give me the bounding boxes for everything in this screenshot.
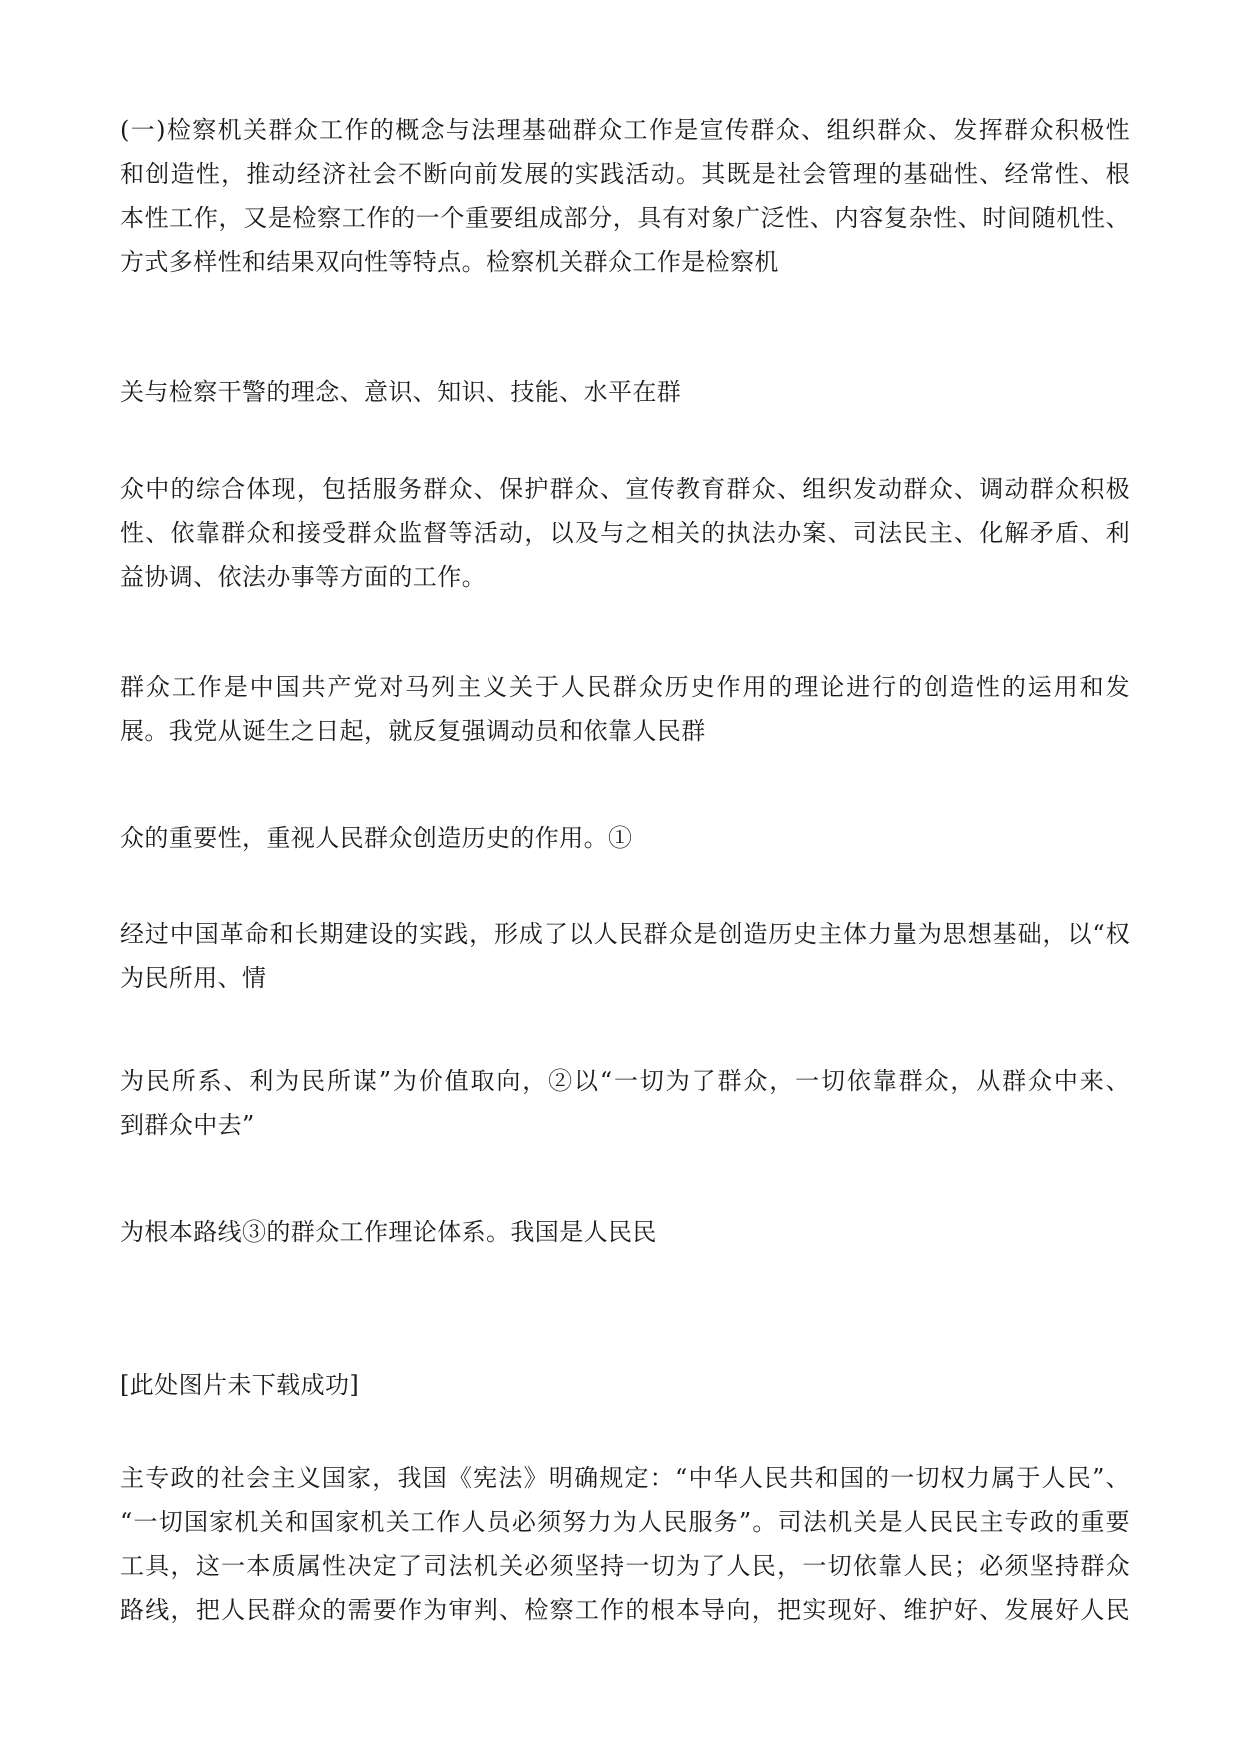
paragraph-1 — [120, 108, 1130, 284]
text-line: 和创造性，推动经济社会不断向前发展的实践活动。其既是社会管理的基础性、经常性、根 — [120, 160, 1130, 188]
text-line: 本性工作，又是检察工作的一个重要组成部分，具有对象广泛性、内容复杂性、时间随机性、 — [120, 204, 1130, 232]
text-line: “一切国家机关和国家机关工作人员必须努力为人民服务”。司法机关是人民民主专政的重要 — [120, 1508, 1130, 1536]
text-line: 为民所用、情 — [120, 964, 267, 992]
paragraph-6 — [120, 912, 1130, 1000]
text-line: 关与检察干警的理念、意识、知识、技能、水平在群 — [120, 378, 682, 406]
text-line: 到群众中去” — [120, 1111, 255, 1139]
text-line: 工具，这一本质属性决定了司法机关必须坚持一切为了人民，一切依靠人民；必须坚持群众 — [120, 1552, 1130, 1580]
text-line: 经过中国革命和长期建设的实践，形成了以人民群众是创造历史主体力量为思想基础，以“权 — [120, 920, 1130, 948]
text-line: 众的重要性，重视人民群众创造历史的作用。① — [120, 824, 633, 852]
paragraph-8 — [120, 1210, 1130, 1254]
paragraph-3 — [120, 467, 1130, 599]
text-line: 益协调、依法办事等方面的工作。 — [120, 563, 486, 591]
image-placeholder — [120, 1363, 1130, 1407]
image-missing-notice: [此处图片未下载成功] — [120, 1371, 360, 1399]
paragraph-4 — [120, 665, 1130, 753]
text-line: 主专政的社会主义国家，我国《宪法》明确规定：“中华人民共和国的一切权力属于人民”、 — [120, 1464, 1130, 1492]
text-line: 展。我党从诞生之日起，就反复强调动员和依靠人民群 — [120, 717, 706, 745]
text-line: 群众工作是中国共产党对马列主义关于人民群众历史作用的理论进行的创造性的运用和发 — [120, 673, 1130, 701]
paragraph-2 — [120, 370, 1130, 414]
paragraph-7 — [120, 1059, 1130, 1147]
text-line: (一)检察机关群众工作的概念与法理基础群众工作是宣传群众、组织群众、发挥群众积极性 — [120, 116, 1130, 144]
text-line: 方式多样性和结果双向性等特点。检察机关群众工作是检察机 — [120, 248, 779, 276]
text-line: 路线，把人民群众的需要作为审判、检察工作的根本导向，把实现好、维护好、发展好人民 — [120, 1596, 1130, 1624]
text-line: 为民所系、利为民所谋”为价值取向，②以“一切为了群众，一切依靠群众，从群众中来、 — [120, 1067, 1130, 1095]
paragraph-9 — [120, 1456, 1130, 1632]
text-line: 众中的综合体现，包括服务群众、保护群众、宣传教育群众、组织发动群众、调动群众积极 — [120, 475, 1130, 503]
text-line: 为根本路线③的群众工作理论体系。我国是人民民 — [120, 1218, 657, 1246]
paragraph-5 — [120, 816, 1130, 860]
text-line: 性、依靠群众和接受群众监督等活动，以及与之相关的执法办案、司法民主、化解矛盾、利 — [120, 519, 1130, 547]
